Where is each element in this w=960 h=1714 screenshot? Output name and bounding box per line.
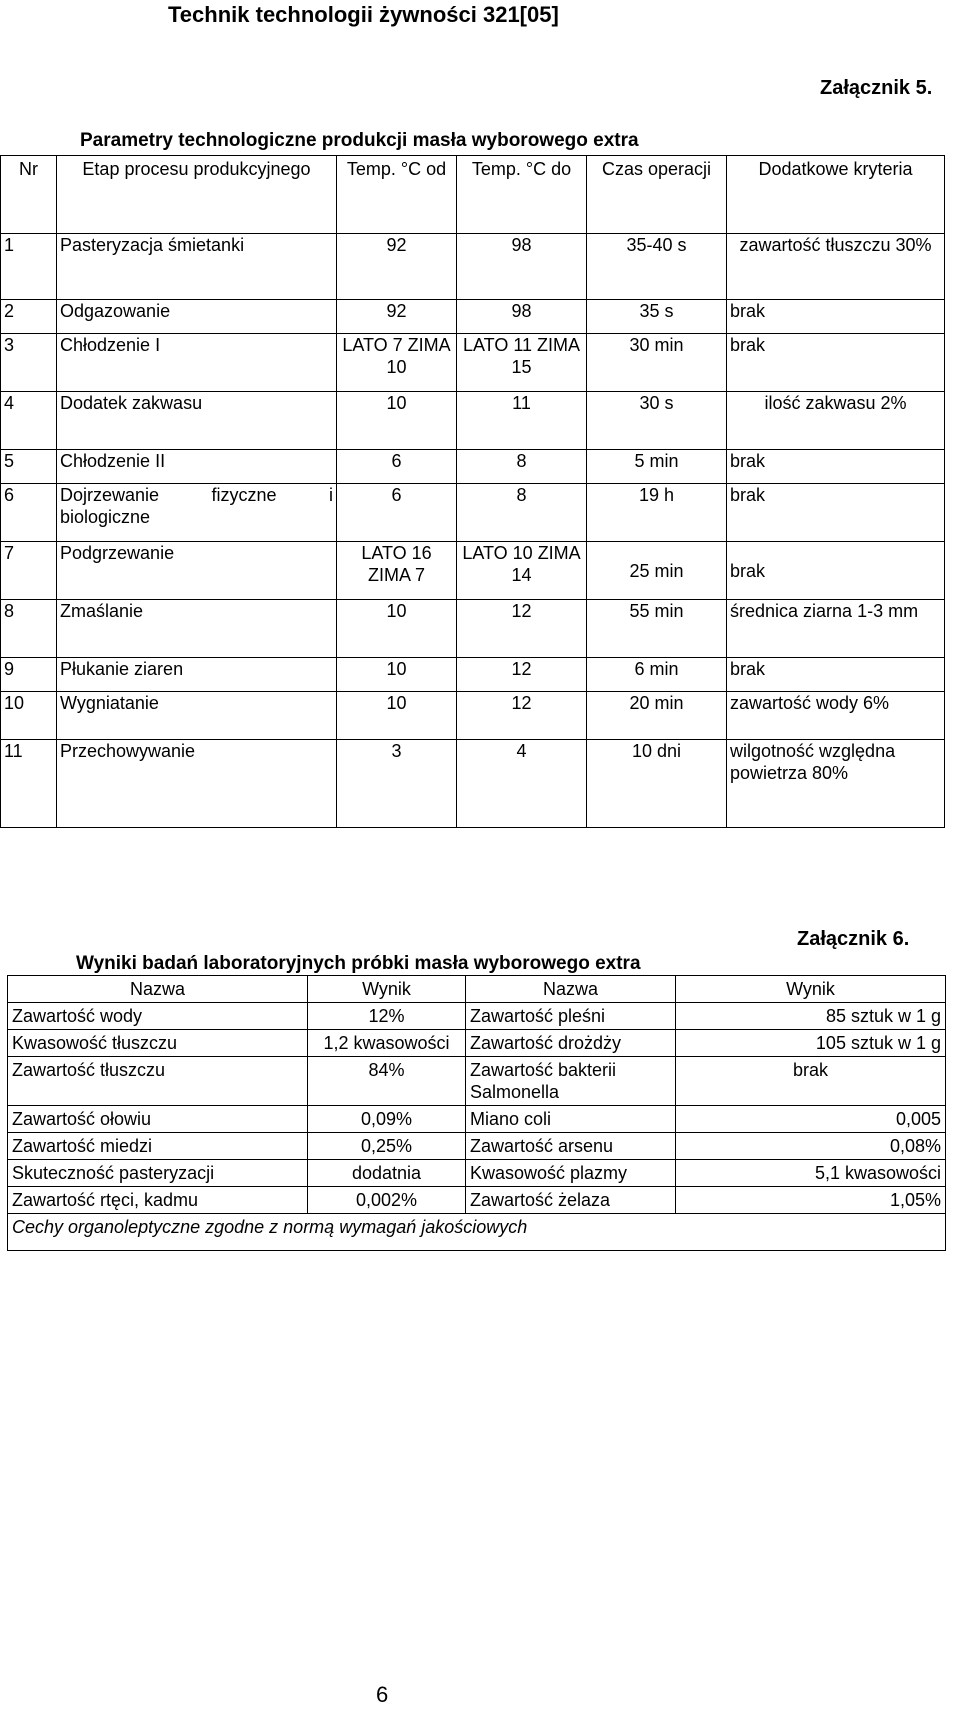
header-nazwa: Nazwa <box>466 976 676 1003</box>
row-nr: 1 <box>1 234 57 300</box>
annex6-title: Wyniki badań laboratoryjnych próbki masła wyborowego extra <box>76 953 641 974</box>
row-etap: Podgrzewanie <box>57 542 337 600</box>
table-row <box>1 692 945 740</box>
row-kryteria: ilość zakwasu 2% <box>727 392 945 450</box>
result-name: Skuteczność pasteryzacji <box>8 1160 308 1187</box>
header-wynik: Wynik <box>676 976 946 1003</box>
header-temp-od: Temp. °C od <box>337 156 457 234</box>
table-row <box>1 740 945 828</box>
row-czas: 55 min <box>587 600 727 658</box>
result-value: 84% <box>308 1057 466 1106</box>
row-nr: 8 <box>1 600 57 658</box>
row-temp-od: 10 <box>337 692 457 740</box>
table-row <box>1 542 945 600</box>
row-temp-od: 3 <box>337 740 457 828</box>
row-czas: 6 min <box>587 658 727 692</box>
row-czas: 5 min <box>587 450 727 484</box>
row-nr: 7 <box>1 542 57 600</box>
row-nr: 10 <box>1 692 57 740</box>
row-etap: Płukanie ziaren <box>57 658 337 692</box>
result-name: Zawartość rtęci, kadmu <box>8 1187 308 1214</box>
table-header-row <box>8 976 946 1003</box>
header-wynik: Wynik <box>308 976 466 1003</box>
row-kryteria: brak <box>727 334 945 392</box>
row-temp-do: 8 <box>457 484 587 542</box>
row-nr: 2 <box>1 300 57 334</box>
row-kryteria: brak <box>727 484 945 542</box>
table-row <box>1 600 945 658</box>
result-name: Zawartość tłuszczu <box>8 1057 308 1106</box>
annex5-title: Parametry technologiczne produkcji masła wyborowego extra <box>80 130 639 151</box>
annex6-label: Załącznik 6. <box>797 928 910 950</box>
row-etap: Chłodzenie I <box>57 334 337 392</box>
row-etap: Pasteryzacja śmietanki <box>57 234 337 300</box>
header-czas: Czas operacji <box>587 156 727 234</box>
row-czas: 30 min <box>587 334 727 392</box>
result-name: Zawartość drożdży <box>466 1030 676 1057</box>
result-value: 1,05% <box>676 1187 946 1214</box>
row-temp-od: 10 <box>337 392 457 450</box>
table-header-row <box>1 156 945 234</box>
table-row <box>1 484 945 542</box>
header-temp-do: Temp. °C do <box>457 156 587 234</box>
row-etap: Przechowywanie <box>57 740 337 828</box>
table-row <box>8 1187 946 1214</box>
result-value: 12% <box>308 1003 466 1030</box>
row-temp-do: 98 <box>457 300 587 334</box>
row-czas: 35-40 s <box>587 234 727 300</box>
row-czas: 20 min <box>587 692 727 740</box>
result-value: 0,005 <box>676 1106 946 1133</box>
row-temp-od: 6 <box>337 484 457 542</box>
table-row <box>8 1133 946 1160</box>
row-kryteria: zawartość wody 6% <box>727 692 945 740</box>
header-nr: Nr <box>1 156 57 234</box>
table-row <box>1 334 945 392</box>
row-temp-od: 92 <box>337 300 457 334</box>
table-row <box>1 234 945 300</box>
table-row <box>1 450 945 484</box>
result-value: 85 sztuk w 1 g <box>676 1003 946 1030</box>
row-czas: 25 min <box>587 542 727 600</box>
row-etap: Dojrzewanie fizyczne i biologiczne <box>57 484 337 542</box>
result-name: Kwasowość tłuszczu <box>8 1030 308 1057</box>
result-name: Zawartość żelaza <box>466 1187 676 1214</box>
row-temp-do: LATO 10 ZIMA 14 <box>457 542 587 600</box>
row-czas: 19 h <box>587 484 727 542</box>
table-row <box>8 1106 946 1133</box>
row-czas: 30 s <box>587 392 727 450</box>
row-nr: 5 <box>1 450 57 484</box>
row-temp-do: 4 <box>457 740 587 828</box>
result-value: 0,002% <box>308 1187 466 1214</box>
row-temp-od: 10 <box>337 658 457 692</box>
row-temp-do: 8 <box>457 450 587 484</box>
result-value: 5,1 kwasowości <box>676 1160 946 1187</box>
header-etap: Etap procesu produkcyjnego <box>57 156 337 234</box>
result-name: Zawartość pleśni <box>466 1003 676 1030</box>
table-row <box>8 1003 946 1030</box>
table-row <box>1 392 945 450</box>
row-temp-do: 12 <box>457 692 587 740</box>
result-name: Zawartość ołowiu <box>8 1106 308 1133</box>
page-title: Technik technologii żywności 321[05] <box>168 2 559 27</box>
row-temp-do: LATO 11 ZIMA 15 <box>457 334 587 392</box>
organoleptic-note: Cechy organoleptyczne zgodne z normą wymagań jakościowych <box>8 1214 946 1251</box>
row-kryteria: wilgotność względna powietrza 80% <box>727 740 945 828</box>
row-temp-do: 98 <box>457 234 587 300</box>
table-row <box>8 1057 946 1106</box>
table-row <box>1 658 945 692</box>
result-value: 0,09% <box>308 1106 466 1133</box>
row-temp-od: LATO 7 ZIMA 10 <box>337 334 457 392</box>
row-etap: Odgazowanie <box>57 300 337 334</box>
row-kryteria: brak <box>727 300 945 334</box>
row-nr: 11 <box>1 740 57 828</box>
row-etap: Dodatek zakwasu <box>57 392 337 450</box>
row-temp-od: 92 <box>337 234 457 300</box>
result-name: Miano coli <box>466 1106 676 1133</box>
result-value: 1,2 kwasowości <box>308 1030 466 1057</box>
row-czas: 10 dni <box>587 740 727 828</box>
result-value: brak <box>676 1057 946 1106</box>
result-value: 105 sztuk w 1 g <box>676 1030 946 1057</box>
row-etap: Wygniatanie <box>57 692 337 740</box>
result-name: Kwasowość plazmy <box>466 1160 676 1187</box>
row-nr: 4 <box>1 392 57 450</box>
row-temp-od: 10 <box>337 600 457 658</box>
table-row <box>8 1214 946 1251</box>
table-row <box>8 1030 946 1057</box>
annex5-label: Załącznik 5. <box>820 77 933 99</box>
table-row <box>1 300 945 334</box>
row-etap: Zmaślanie <box>57 600 337 658</box>
lab-results-table <box>7 975 946 1251</box>
header-nazwa: Nazwa <box>8 976 308 1003</box>
row-etap: Chłodzenie II <box>57 450 337 484</box>
row-nr: 3 <box>1 334 57 392</box>
row-temp-do: 12 <box>457 600 587 658</box>
row-temp-do: 12 <box>457 658 587 692</box>
result-name: Zawartość wody <box>8 1003 308 1030</box>
row-nr: 9 <box>1 658 57 692</box>
header-kryteria: Dodatkowe kryteria <box>727 156 945 234</box>
row-czas: 35 s <box>587 300 727 334</box>
row-temp-od: LATO 16 ZIMA 7 <box>337 542 457 600</box>
result-name: Zawartość bakterii Salmonella <box>466 1057 676 1106</box>
row-temp-do: 11 <box>457 392 587 450</box>
row-nr: 6 <box>1 484 57 542</box>
row-kryteria: brak <box>727 542 945 600</box>
row-kryteria: brak <box>727 658 945 692</box>
row-kryteria: zawartość tłuszczu 30% <box>727 234 945 300</box>
table-row <box>8 1160 946 1187</box>
row-temp-od: 6 <box>337 450 457 484</box>
page-number: 6 <box>376 1682 389 1707</box>
result-name: Zawartość miedzi <box>8 1133 308 1160</box>
row-kryteria: brak <box>727 450 945 484</box>
process-parameters-table <box>0 155 945 828</box>
result-value: dodatnia <box>308 1160 466 1187</box>
result-value: 0,25% <box>308 1133 466 1160</box>
result-value: 0,08% <box>676 1133 946 1160</box>
result-name: Zawartość arsenu <box>466 1133 676 1160</box>
row-kryteria: średnica ziarna 1-3 mm <box>727 600 945 658</box>
